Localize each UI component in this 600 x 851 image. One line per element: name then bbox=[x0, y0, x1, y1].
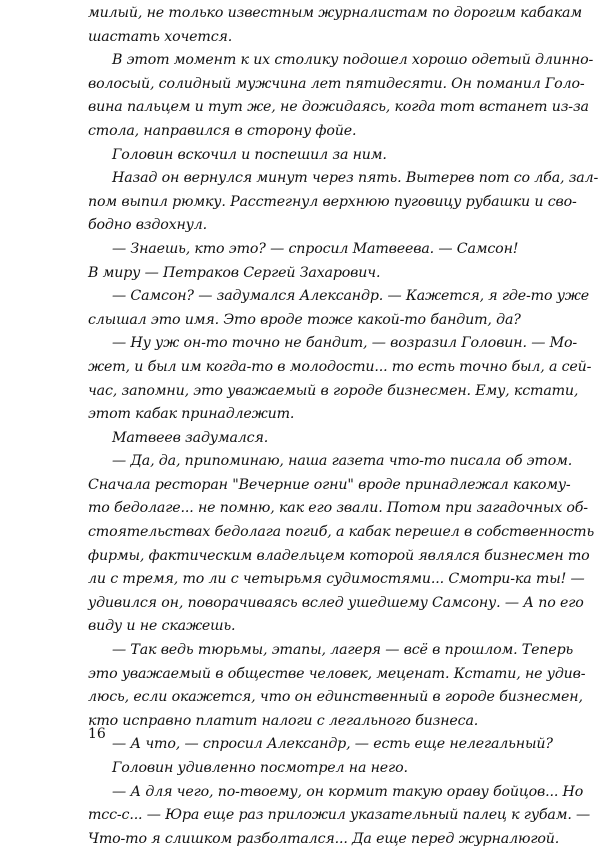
text-line: удивился он, поворачиваясь вслед ушедшему Самсону. — А по его bbox=[88, 594, 584, 611]
text-line: стоятельствах бедолага погиб, а кабак перешел в собственность bbox=[88, 524, 595, 541]
text-line: милый, не только известным журналистам по дорогим кабакам bbox=[88, 5, 582, 21]
text-line: слышал это имя. Это вроде тоже какой-то бандит, да? bbox=[88, 311, 521, 328]
text-line: пом выпил рюмку. Расстегнул верхнюю пуговицу рубашки и сво- bbox=[88, 193, 577, 210]
text-line: люсь, если окажется, что он единственный в городе бизнесмен, bbox=[88, 689, 583, 706]
text-line: Головин удивленно посмотрел на него. bbox=[112, 760, 408, 776]
text-line: шастать хочется. bbox=[88, 28, 233, 45]
page-text bbox=[88, 2, 599, 851]
text-line: В этот момент к их столику подошел хорошо одетый длинно- bbox=[112, 52, 594, 69]
text-line: Назад он вернулся минут через пять. Вытерев пот со лба, зал- bbox=[112, 170, 599, 187]
page-number: 16 bbox=[88, 726, 106, 742]
text-line: ли с тремя, то ли с четырьмя судимостями... Смотри-ка ты! — bbox=[88, 571, 585, 588]
text-line: — А для чего, по-твоему, он кормит такую ораву бойцов... Но bbox=[112, 783, 584, 800]
text-line: кто исправно платит налоги с легального бизнеса. bbox=[88, 712, 479, 729]
text-line: это уважаемый в обществе человек, меценат. Кстати, не удив- bbox=[88, 665, 586, 682]
text-line: бодно вздохнул. bbox=[88, 217, 207, 234]
text-line: час, запомни, это уважаемый в городе бизнесмен. Ему, кстати, bbox=[88, 382, 579, 399]
text-line: Что-то я слишком разболтался... Да еще перед журналюгой. bbox=[88, 830, 560, 847]
text-line: Матвеев задумался. bbox=[112, 429, 269, 446]
text-line: Головин вскочил и поспешил за ним. bbox=[112, 146, 387, 163]
text-line: волосый, солидный мужчина лет пятидесяти. Он поманил Голо- bbox=[88, 75, 585, 92]
text-line: — Ну уж он-то точно не бандит, — возразил Головин. — Мо- bbox=[112, 335, 578, 352]
text-line: — А что, — спросил Александр, — есть еще нелегальный? bbox=[112, 736, 553, 753]
text-line: фирмы, фактическим владельцем которой являлся бизнесмен то bbox=[88, 547, 590, 564]
text-line: — Знаешь, кто это? — спросил Матвеева. — Самсон! bbox=[112, 240, 519, 257]
text-line: жет, и был им когда-то в молодости... то есть точно был, а сей- bbox=[88, 358, 592, 375]
text-line: этот кабак принадлежит. bbox=[88, 406, 295, 423]
text-line: Сначала ресторан "Вечерние огни" вроде принадлежал какому- bbox=[88, 476, 571, 493]
text-line: виду и не скажешь. bbox=[88, 618, 236, 635]
text-line: — Самсон? — задумался Александр. — Кажется, я где-то уже bbox=[112, 288, 590, 305]
text-line: — Так ведь тюрьмы, этапы, лагеря — всё в прошлом. Теперь bbox=[112, 642, 574, 659]
text-line: тсс-с... — Юра еще раз приложил указательный палец к губам. — bbox=[88, 807, 591, 824]
text-line: вина пальцем и тут же, не дожидаясь, когда тот встанет из-за bbox=[88, 99, 589, 116]
text-line: — Да, да, припоминаю, наша газета что-то писала об этом. bbox=[112, 453, 573, 470]
text-line: стола, направился в сторону фойе. bbox=[88, 122, 357, 139]
text-line: В миру — Петраков Сергей Захарович. bbox=[88, 264, 381, 281]
text-line: то бедолаге... не помню, как его звали. Потом при загадочных об- bbox=[88, 500, 588, 517]
